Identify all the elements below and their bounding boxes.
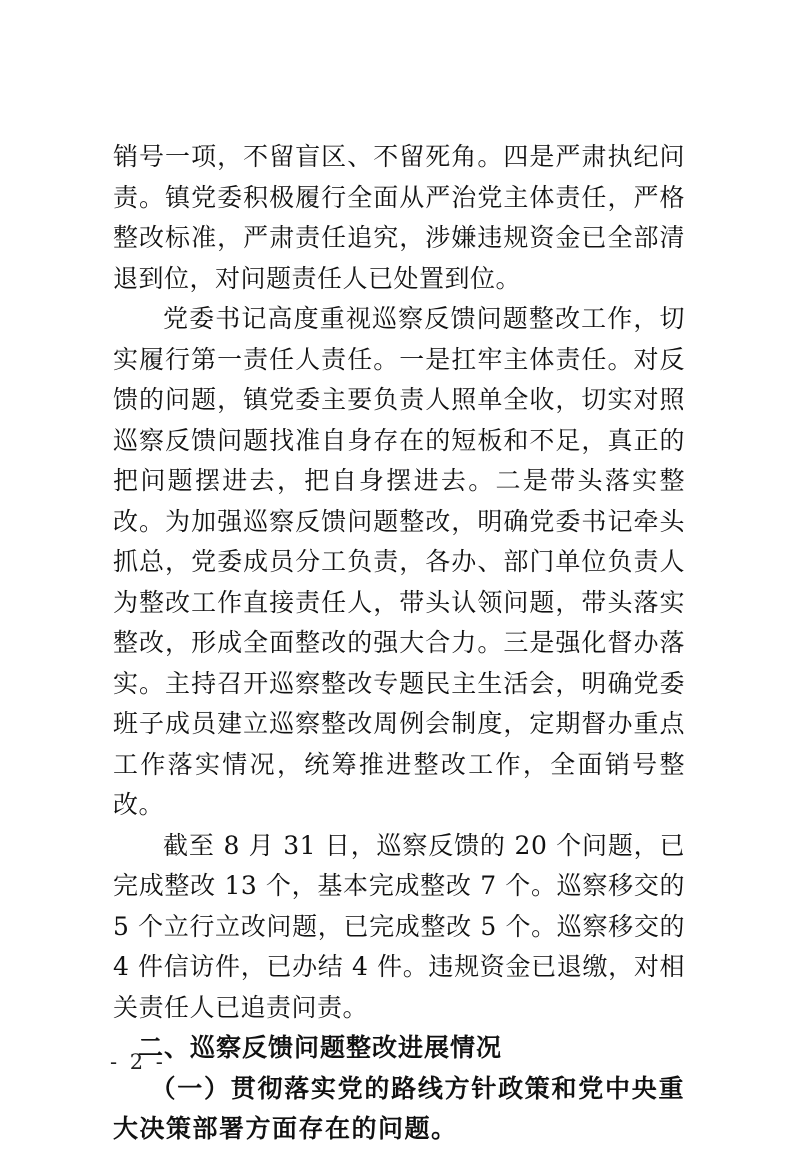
paragraph-secretary-responsibility: 党委书记高度重视巡察反馈问题整改工作，切实履行第一责任人责任。一是扛牢主体责任。对反馈的问题，镇党委主要负责人照单全收，切实对照巡察反馈问题找准自身存在的短板和不足，真正的把问题摆进去，把自身摆进去。二是带头落实整改。为加强巡察反馈问题整改，明确党委书记牵头抓总，党委成员分工负责，各办、部门单位负责人为整改工作直接责任人，带头认领问题，带头落实整改，形成全面整改的强大合力。三是强化督办落实。主持召开巡察整改专题民主生活会，明确党委班子成员建立巡察整改周例会制度，定期督办重点工作落实情况，统筹推进整改工作，全面销号整改。	[113, 304, 685, 819]
document-body	[113, 137, 685, 1150]
paragraph-continued: 销号一项，不留盲区、不留死角。四是严肃执纪问责。镇党委积极履行全面从严治党主体责任，严格整改标准，严肃责任追究，涉嫌违规资金已全部清退到位，对问题责任人已处置到位。	[113, 142, 685, 293]
subsection-heading: （一）贯彻落实党的路线方针政策和党中央重大决策部署方面存在的问题。	[113, 1073, 685, 1143]
section-heading: 二、巡察反馈问题整改进展情况	[138, 1033, 503, 1062]
paragraph-progress-summary: 截至 8 月 31 日，巡察反馈的 20 个问题，已完成整改 13 个，基本完成整改 7 个。巡察移交的 5 个立行立改问题，已完成整改 5 个。巡察移交的 4 件信访件，已办结 4 件。违规资金已退缴，对相关责任人已追责问责。	[113, 830, 685, 1022]
page-number: - 2 -	[110, 1050, 166, 1074]
